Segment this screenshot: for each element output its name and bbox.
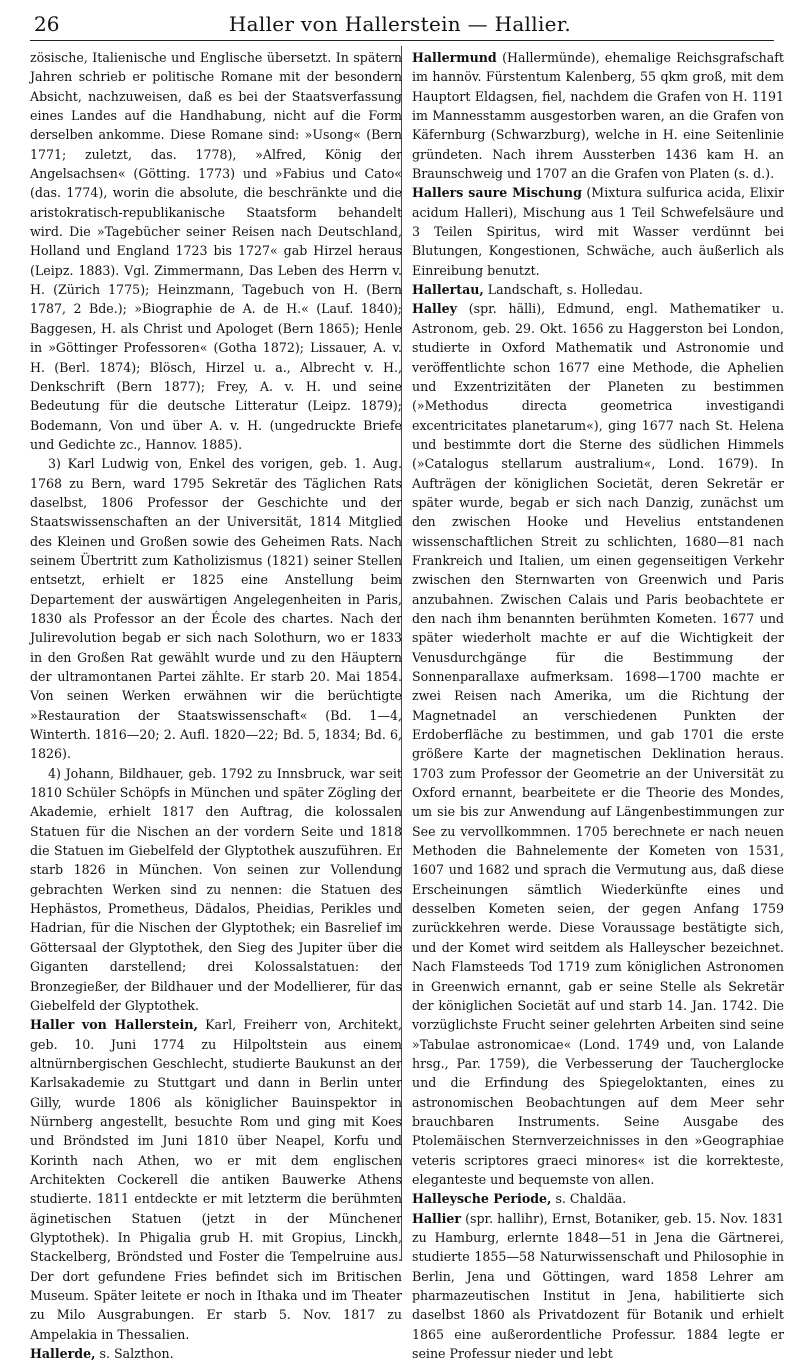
entry-text: (Hallermünde), ehemalige Reichsgrafschaft im hannöv. Fürstentum Kalenberg, 55 qkm groß, mit dem Hauptort Eldagsen, fiel, nachdem die Grafen von H. 1191 im Mannesstamm ausgestorben waren, an die Grafen von Käfernburg (Schwarzburg), welche in H. eine Seitenlinie gründeten. Nach ihrem Aussterben 1436 kam H. an Braunschweig und 1707 an die Grafen von Platen (s. d.). — [412, 50, 784, 182]
dictionary-entry — [412, 48, 784, 183]
running-title: Haller von Hallerstein — Hallier. — [228, 12, 572, 36]
dictionary-entry — [30, 1344, 402, 1363]
entry-text: zösische, Italienische und Englische übersetzt. In spätern Jahren schrieb er politische Romane mit der besondern Absicht, nachzuweisen, daß es bei der Staatsverfassung eines Landes auf die Handhabung, nicht auf die Form derselben ankomme. Diese Romane sind: »Usong« (Bern 1771; zuletzt, das. 1778), »Alfred, König der Angelsachsen« (Götting. 1773) und »Fabius und Cato« (das. 1774), worin die absolute, die beschränkte und die aristokratisch-republikanische Staatsform behandelt wird. Die »Tagebücher seiner Reisen nach Deutschland, Holland und England 1723 bis 1727« gab Hirzel heraus (Leipz. 1883). Vgl. Zimmermann, Das Leben des Herrn v. H. (Zürich 1775); Heinzmann, Tagebuch von H. (Bern 1787, 2 Bde.); »Biographie de A. de H.« (Lauf. 1840); Baggesen, H. als Christ und Apologet (Bern 1865); Henle in »Göttinger Professoren« (Gotha 1872); Lissauer, A. v. H. (Berl. 1874); Blösch, Hirzel u. a., Albrecht v. H., Denkschrift (Bern 1877); Frey, A. v. H. und seine Bedeutung für die deutsche Litteratur (Leipz. 1879); Bodemann, Von und über A. v. H. (ungedruckte Briefe und Gedichte zc., Hannov. 1885). — [30, 50, 402, 452]
entry-paragraph — [30, 48, 402, 454]
entry-text: (spr. hälli), Edmund, engl. Mathematiker u. Astronom, geb. 29. Okt. 1656 zu Haggerston bei London, studierte in Oxford Mathematik und Astronomie und veröffentlichte schon 1677 eine Methode, die Aphelien und Exzentrizitäten der Planeten zu bestimmen (»Methodus directa geometrica investigandi excentricitates planetarum«), ging 1677 nach St. Helena und bestimmte dort die Sterne des südlichen Himmels (»Catalogus stellarum australium«, Lond. 1679). In Aufträgen der königlichen Societät, deren Sekretär er später wurde, begab er sich nach Danzig, zunächst um den zwischen Hooke und Hevelius entstandenen wissenschaftlichen Streit zu schlichten, 1680—81 nach Frankreich und Italien, um einen gegenseitigen Verkehr zwischen den Sternwarten von Greenwich und Paris anzubahnen. Zwischen Calais und Paris beobachtete er den nach ihm benannten berühmten Kometen. 1677 und später wiederholt machte er auf die Wichtigkeit der Venusdurchgänge für die Bestimmung der Sonnenparallaxe aufmerksam. 1698—1700 machte er zwei Reisen nach Amerika, um die Richtung der Magnetnadel an verschiedenen Punkten der Erdoberfläche zu bestimmen, und gab 1701 die erste größere Karte der magnetischen Deklination heraus. 1703 zum Professor der Geometrie an der Universität zu Oxford ernannt, bearbeitete er die Theorie des Mondes, um sie bis zur Anwendung auf Längenbestimmungen zur See zu vervollkommnen. 1705 berechnete er nach neuen Methoden die Bahnelemente der Kometen von 1531, 1607 und 1682 und sprach die Vermutung aus, daß diese Erscheinungen sämtlich Wiederkünfte eines und desselben Kometen seien, der gegen Anfang 1759 zurückkehren werde. Diese Voraussage bestätigte sich, und der Komet wird seitdem als Halleyscher bezeichnet. Nach Flamsteeds Tod 1719 zum königlichen Astronomen in Greenwich ernannt, gab er seine Stelle als Sekretär der königlichen Societät auf und starb 14. Jan. 1742. Die vorzüglichste Frucht seiner gelehrten Arbeiten sind seine »Tabulae astronomicae« (Lond. 1749 und, von Lalande hrsg., Par. 1759), die Verbesserung der Taucherglocke und die Erfindung des Spiegeloktanten, eines zu astronomischen Beobachtungen auf dem Meer sehr brauchbaren Instruments. Seine Ausgabe des Ptolemäischen Sternverzeichnisses in den »Geographiae veteris scriptores graeci minores« ist die korrekteste, eleganteste und bequemste von allen. — [412, 301, 784, 1187]
entry-text: Karl, Freiherr von, Architekt, geb. 10. Juni 1774 zu Hilpoltstein aus einem altnürnbergischen Geschlecht, studierte Baukunst an der Karlsakademie zu Stuttgart und dann in Berlin unter Gilly, wurde 1806 als königlicher Bauinspektor in Nürnberg angestellt, besuchte Rom und ging mit Koes und Bröndsted im Juni 1810 über Neapel, Korfu und Korinth nach Athen, wo er mit dem englischen Architekten Cockerell die antiken Bauwerke Athens studierte. 1811 entdeckte er mit letzterm die berühmten äginetischen Statuen (jetzt in der Münchener Glyptothek). In Phigalia grub H. mit Gropius, Linckh, Stackelberg, Bröndsted und Foster die Tempelruine aus. Der dort gefundene Fries befindet sich im Britischen Museum. Später leitete er noch in Ithaka und im Theater zu Milo Ausgrabungen. Er starb 5. Nov. 1817 zu Ampelakia in Thessalien. — [30, 1017, 402, 1342]
entry-text: 3) Karl Ludwig von, Enkel des vorigen, geb. 1. Aug. 1768 zu Bern, ward 1795 Sekretär des Täglichen Rats daselbst, 1806 Professor der Geschichte und der Staatswissenschaften an der Universität, 1814 Mitglied des Kleinen und Großen sowie des Geheimen Rats. Nach seinem Übertritt zum Katholizismus (1821) seiner Stellen entsetzt, erhielt er 1825 eine Anstellung beim Departement der auswärtigen Angelegenheiten in Paris, 1830 als Professor an der École des chartes. Nach der Julirevolution begab er sich nach Solothurn, wo er 1833 in den Großen Rat gewählt wurde und zu den Häuptern der ultramontanen Partei zählte. Er starb 20. Mai 1854. Von seinen Werken erwähnen wir die berüchtigte »Restauration der Staatswissenschaft« (Bd. 1—4, Winterth. 1816—20; 2. Aufl. 1820—22; Bd. 5, 1834; Bd. 6, 1826). — [30, 456, 402, 762]
right-column — [412, 48, 784, 1363]
entry-text: (Mixtura sulfurica acida, Elixir acidum Halleri), Mischung aus 1 Teil Schwefelsäure und 3 Teilen Spiritus, wird mit Wasser verdünnt bei Blutungen, Kongestionen, Schwäche, auch äußerlich als Einreibung benutzt. — [412, 185, 784, 278]
dictionary-entry — [412, 280, 784, 299]
entry-paragraph — [30, 454, 402, 764]
entry-text: 4) Johann, Bildhauer, geb. 1792 zu Innsbruck, war seit 1810 Schüler Schöpfs in München und später Zögling der Akademie, erhielt 1817 den Auftrag, die kolossalen Statuen für die Nischen an der vordern Seite und 1818 die Statuen im Giebelfeld der Glyptothek auszuführen. Er starb 1826 in München. Von seinen zur Vollendung gebrachten Werken sind zu nennen: die Statuen des Hephästos, Prometheus, Dädalos, Pheidias, Perikles und Hadrian, für die Nischen der Glyptothek; ein Basrelief im Göttersaal der Glyptothek, den Sieg des Jupiter über die Giganten darstellend; drei Kolossalstatuen: der Bronzegießer, der Bildhauer und der Modellierer, für das Giebelfeld der Glyptothek. — [30, 765, 402, 1013]
entry-text: s. Chaldäa. — [551, 1191, 627, 1207]
entry-headword: Hallier — [412, 1210, 462, 1226]
page-number: 26 — [34, 12, 60, 36]
page-header — [26, 12, 774, 38]
entry-text: s. Salzthon. — [95, 1346, 174, 1362]
entry-paragraph — [30, 764, 402, 1015]
entry-headword: Halleysche Periode, — [412, 1191, 552, 1207]
entry-text: (spr. hallihr), Ernst, Botaniker, geb. 15. Nov. 1831 zu Hamburg, erlernte 1848—51 in Jena die Gärtnerei, studierte 1855—58 Naturwissenschaft und Philosophie in Berlin, Jena und Göttingen, ward 1858 Lehrer am pharmazeutischen Institut in Jena, habilitierte sich daselbst 1860 als Privatdozent für Botanik und erhielt 1865 eine außerordentliche Professur. 1884 legte er seine Professur nieder und lebt — [412, 1210, 784, 1362]
left-column — [30, 48, 402, 1363]
entry-headword: Haller von Hallerstein, — [30, 1017, 198, 1033]
entry-text: Landschaft, s. Holledau. — [483, 282, 643, 298]
entry-headword: Hallermund — [412, 50, 497, 65]
dictionary-entry — [412, 299, 784, 1189]
entry-headword: Halley — [412, 301, 457, 317]
entry-headword: Hallertau, — [412, 282, 484, 298]
header-rule — [30, 40, 774, 41]
dictionary-entry — [30, 1015, 402, 1344]
dictionary-entry — [412, 183, 784, 280]
entry-headword: Hallerde, — [30, 1346, 96, 1362]
entry-headword: Hallers saure Mischung — [412, 185, 582, 201]
dictionary-entry — [412, 1209, 784, 1363]
dictionary-entry — [412, 1189, 784, 1208]
